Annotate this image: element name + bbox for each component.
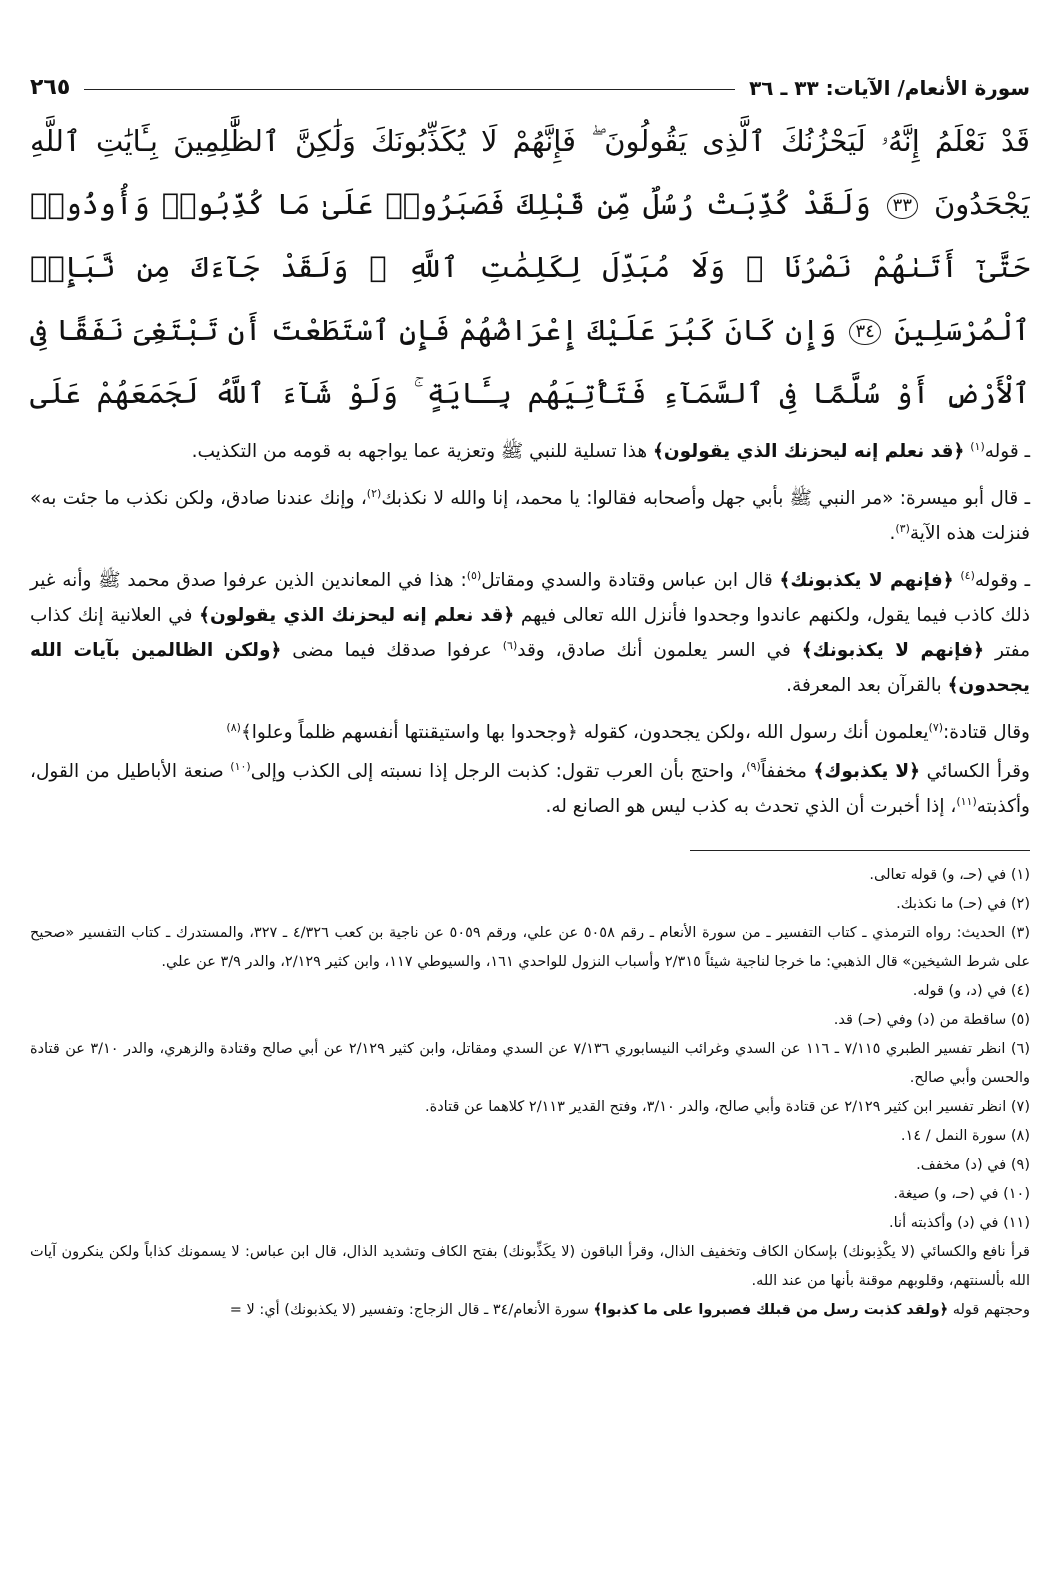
footnote-ref-8: (٨) <box>226 720 241 734</box>
reading-note-line-1: قرأ نافع والكسائي (لا يكْذِبونك) بإسكان الكاف وتخفيف الذال، وقرأ الباقون (لا يكَذِّبونك) بفتح الكاف وتشديد الذال، قال ابن عباس: لا يسمونك كذاباً ولكن ينكرون آيات الله بألسنتهم، وقلوبهم موقنة بأنها من عند الله. <box>30 1244 1030 1289</box>
footnote-8: (٨) سورة النمل / ١٤. <box>900 1128 1030 1144</box>
quoted-verse: ﴿فإنهم لا يكذبونك﴾ <box>779 570 954 591</box>
footnotes <box>30 861 1030 1238</box>
footnote-ref-7: (٧) <box>928 720 944 734</box>
footnote-divider <box>690 850 1030 851</box>
footnote-ref-2: (٢) <box>366 486 382 500</box>
commentary <box>30 434 1030 824</box>
quran-verses <box>30 110 1030 430</box>
verse-34-number: ٣٤ <box>849 319 880 345</box>
verse-33-number: ٣٣ <box>887 193 918 219</box>
page-number: ٢٦٥ <box>30 75 71 100</box>
quoted-verse: ﴿لا يكذبوك﴾ <box>813 761 921 782</box>
footnote-ref-11: (١١) <box>956 794 977 808</box>
reading-note <box>30 1238 1030 1325</box>
quoted-verse: ﴿ولكن الظالمين بآيات الله يجحدون﴾ <box>30 640 1030 696</box>
verse-34-text: وَلَقَدْ كُذِّبَتْ رُسُلٌ مِّن قَبْلِكَ فَصَبَرُوا۟ عَلَىٰ مَا كُذِّبُوا۟ وَأُوذُوا۟ حَتَّىٰٓ أَتَىٰهُمْ نَصْرُنَا ۚ وَلَا مُبَدِّلَ لِكَلِمَٰتِ ٱللَّهِ ۚ وَلَقَدْ جَآءَكَ مِن نَّبَإِى۟ ٱلْمُرْسَلِينَ <box>30 187 1030 347</box>
surah-title: سورة الأنعام/ الآيات: ٣٣ ـ ٣٦ <box>749 76 1030 100</box>
footnote-5: (٥) ساقطة من (د) وفي (حـ) قد. <box>833 1012 1030 1028</box>
footnote-7: (٧) انظر تفسير ابن كثير ٢/١٢٩ عن قتادة وأبي صالح، والدر ٣/١٠، وفتح القدير ٢/١١٣ كلاهما عن قتادة. <box>425 1099 1030 1115</box>
footnote-ref-5: (٥) <box>466 568 482 582</box>
footnote-ref-6: (٦) <box>502 638 518 652</box>
commentary-paragraph-5: وقرأ الكسائي ﴿لا يكذبوك﴾ مخففاً$^{(٩)}$، واحتج بأن العرب تقول: كذبت الرجل إذا نسبته إلى الكذب وإلى$^{(١٠)}$ صنعة الأباطيل من القول، وأكذبته$^{(١١)}$، إذا أخبرت أن الذي تحدث به كذب ليس هو الصانع له. <box>30 759 1030 817</box>
page-header <box>30 60 1030 100</box>
footnote-ref-10: (١٠) <box>230 759 251 773</box>
quoted-verse: ﴿ولقد كذبت رسل من قبلك فصبروا على ما كذبوا﴾ <box>593 1302 949 1318</box>
footnote-4: (٤) في (د، و) قوله. <box>912 983 1030 999</box>
footnote-ref-9: (٩) <box>746 759 761 773</box>
commentary-paragraph-3: ـ وقوله$^{(٤)}$ ﴿فإنهم لا يكذبونك﴾ قال ابن عباس وقتادة والسدي ومقاتل$^{(٥)}$: هذا في المعاندين الذين عرفوا صدق محمد ﷺ وأنه غير ذلك كاذب فيما يقول، ولكنهم عاندوا وجحدوا فأنزل الله تعالى فيهم ﴿قد نعلم إنه ليحزنك الذي يقولون﴾ في العلانية إنك كذاب مفتر ﴿فإنهم لا يكذبونك﴾ في السر يعلمون أنك صادق، وقد$^{(٦)}$ عرفوا صدقك فيما مضى ﴿ولكن الظالمين بآيات الله يجحدون﴾ بالقرآن بعد المعرفة. <box>30 568 1031 696</box>
quoted-verse: ﴿قد نعلم إنه ليحزنك الذي يقولون﴾ <box>199 605 515 626</box>
footnote-1: (١) في (حـ، و) قوله تعالى. <box>869 867 1030 883</box>
quoted-verse: ﴿قد نعلم إنه ليحزنك الذي يقولون﴾ <box>653 441 965 462</box>
commentary-paragraph-2: ـ قال أبو ميسرة: «مر النبي ﷺ بأبي جهل وأصحابه فقالوا: يا محمد، إنا والله لا نكذبك$^{(٢)}$، وإنك عندنا صادق، ولكن نكذب ما جئت به» فنزلت هذه الآية$^{(٣)}$. <box>30 486 1030 544</box>
footnote-2: (٢) في (حـ) ما نكذبك. <box>896 896 1030 912</box>
footnote-ref-4: (٤) <box>960 568 975 582</box>
footnote-10: (١٠) في (حـ، و) صيغة. <box>893 1186 1030 1202</box>
book-page <box>30 60 1030 1560</box>
footnote-3: (٣) الحديث: رواه الترمذي ـ كتاب التفسير ـ من سورة الأنعام ـ رقم ٥٠٥٨ عن علي، ورقم ٥٠٥٩ عن ناجية بن كعب ٤/٣٢٦ ـ ٣٢٧، والمستدرك ـ كتاب التفسير «صحيح على شرط الشيخين» قال الذهبي: ما خرجا لناجية شيئاً ٢/٣١٥ وأسباب النزول للواحدي ١٦١، والسيوطي ١١٧، وابن كثير ٢/١٢٩، والدر ٣/٩ عن علي. <box>30 925 1030 970</box>
footnote-9: (٩) في (د) مخفف. <box>916 1157 1030 1173</box>
footnote-11: (١١) في (د) وأكذبته أنا. <box>889 1215 1030 1231</box>
quoted-verse: ﴿فإنهم لا يكذبونك﴾ <box>801 640 985 661</box>
verse-33-text: قَدْ نَعْلَمُ إِنَّهُۥ لَيَحْزُنُكَ ٱلَّذِى يَقُولُونَ ۖ فَإِنَّهُمْ لَا يُكَذِّبُونَكَ وَلَٰكِنَّ ٱلظَّٰلِمِينَ بِـَٔايَٰتِ ٱللَّهِ يَجْحَدُونَ <box>30 124 1030 221</box>
commentary-paragraph-1: ـ قوله$^{(١)}$ ﴿قد نعلم إنه ليحزنك الذي يقولون﴾ هذا تسلية للنبي ﷺ وتعزية عما يواجهه به قومه من التكذيب. <box>191 439 1030 462</box>
commentary-paragraph-4: وقال قتادة:$^{(٧)}$يعلمون أنك رسول الله ،ولكن يجحدون، كقوله ﴿وجحدوا بها واستيقنتها أنفسهم ظلماً وعلوا﴾$^{(٨)}$ <box>226 720 1030 743</box>
footnote-ref-1: (١) <box>970 439 985 453</box>
header-rule <box>84 89 735 90</box>
footnote-ref-3: (٣) <box>895 521 910 535</box>
verse-35-text: وَإِن كَانَ كَبُرَ عَلَيْكَ إِعْرَاضُهُمْ فَإِنِ ٱسْتَطَعْتَ أَن تَبْتَغِىَ نَفَقًا فِى ٱلْأَرْضِ أَوْ سُلَّمًا فِى ٱلسَّمَآءِ فَتَأْتِيَهُم بِـَٔايَةٍ ۚ وَلَوْ شَآءَ ٱللَّهُ لَجَمَعَهُمْ عَلَى <box>30 313 1030 410</box>
footnote-6: (٦) انظر تفسير الطبري ٧/١١٥ ـ ١١٦ عن السدي وغرائب النيسابوري ٧/١٣٦ عن السدي ومقاتل، وابن كثير ٢/١٢٩ عن أبي صالح وقتادة والزهري، والدر ٣/١٠ عن قتادة والحسن وأبي صالح. <box>30 1041 1030 1086</box>
reading-note-line-2: وحجتهم قوله ﴿ولقد كذبت رسل من قبلك فصبروا على ما كذبوا﴾ سورة الأنعام/٣٤ ـ قال الزجاج: وتفسير (لا يكذبونك) أي: لا = <box>229 1302 1030 1318</box>
